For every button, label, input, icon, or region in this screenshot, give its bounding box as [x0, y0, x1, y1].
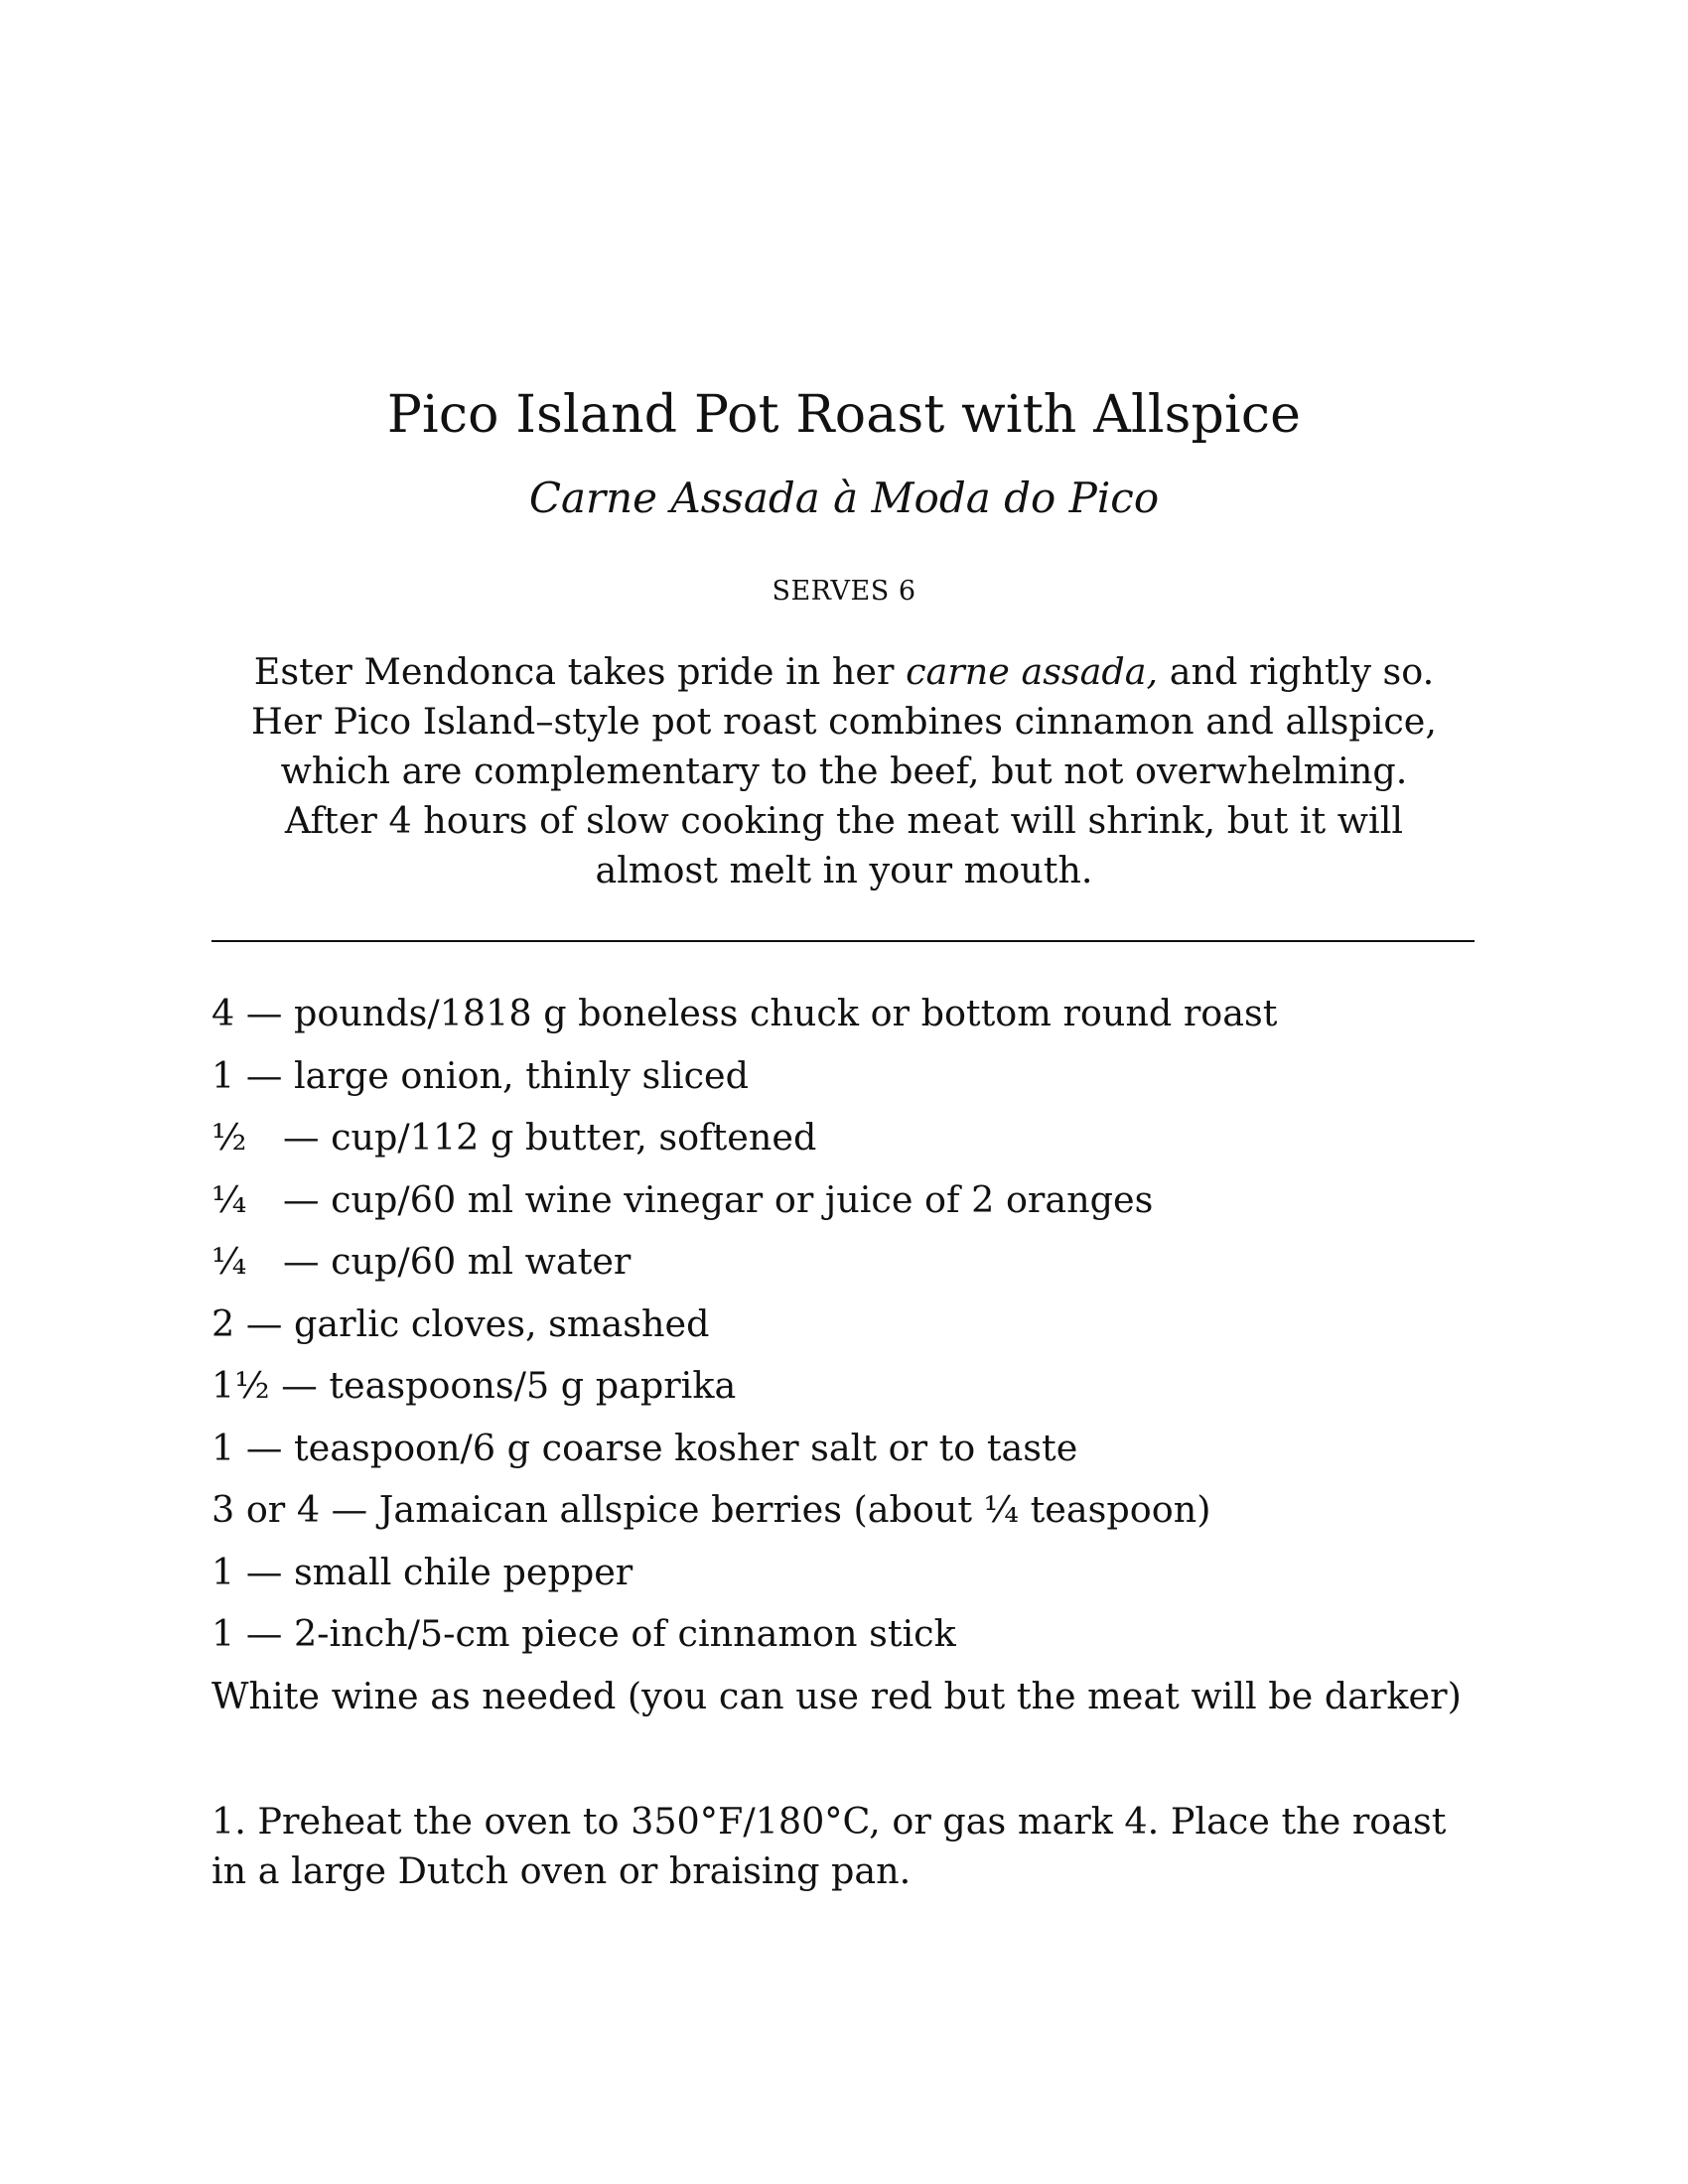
ingredient-item: [211, 1045, 1502, 1108]
instruction-step-line: in a large Dutch oven or braising pan.: [211, 1849, 912, 1892]
section-divider: [211, 940, 1475, 942]
ingredient-quantity: 1: [211, 1612, 235, 1655]
ingredient-item: [211, 1107, 1502, 1169]
ingredient-item: [211, 1479, 1502, 1542]
ingredient-item: [211, 1666, 1502, 1728]
ingredient-text: White wine as needed (you can use red but the meat will be darker): [211, 1674, 1462, 1717]
ingredient-text: Jamaican allspice berries (about ¼ teaspoon): [378, 1488, 1211, 1531]
ingredient-quantity: 1: [211, 1550, 235, 1593]
ingredient-item: [211, 1355, 1502, 1418]
ingredient-text: pounds/1818 g boneless chuck or bottom round roast: [293, 992, 1278, 1034]
ingredient-separator: —: [283, 1240, 332, 1283]
ingredient-separator: —: [320, 1488, 379, 1531]
intro-line: almost melt in your mouth.: [595, 849, 1093, 891]
ingredient-separator: —: [234, 992, 294, 1034]
ingredient-separator: —: [234, 1426, 294, 1469]
ingredient-separator: —: [283, 1177, 332, 1221]
ingredient-separator: —: [234, 1301, 294, 1345]
ingredient-item: [211, 1418, 1502, 1480]
ingredient-text: cup/112 g butter, softened: [331, 1116, 817, 1159]
ingredient-separator: —: [234, 1612, 294, 1655]
ingredient-text: cup/60 ml water: [331, 1240, 632, 1283]
ingredient-quantity: 2: [211, 1301, 235, 1345]
ingredient-text: large onion, thinly sliced: [293, 1053, 749, 1097]
ingredient-separator: —: [283, 1116, 332, 1159]
instructions: [211, 1797, 1502, 1896]
ingredient-quantity: 3 or 4: [211, 1488, 321, 1531]
intro-line: [199, 647, 1489, 697]
ingredient-text: teaspoon/6 g coarse kosher salt or to taste: [293, 1426, 1078, 1469]
ingredient-quantity: ¼: [211, 1240, 247, 1283]
ingredient-item: [211, 1603, 1502, 1666]
ingredient-item: [211, 1169, 1502, 1232]
ingredient-item: [211, 983, 1502, 1045]
ingredient-text: small chile pepper: [293, 1550, 633, 1593]
ingredient-separator: —: [234, 1550, 294, 1593]
ingredient-item: [211, 1231, 1502, 1294]
recipe-intro: [199, 647, 1489, 895]
ingredient-item: [211, 1542, 1502, 1604]
ingredient-text: cup/60 ml wine vinegar or juice of 2 oranges: [331, 1177, 1154, 1221]
intro-line: After 4 hours of slow cooking the meat will shrink, but it will: [284, 799, 1404, 842]
ingredient-quantity: ½: [211, 1116, 247, 1159]
intro-line: Her Pico Island–style pot roast combines cinnamon and allspice,: [251, 700, 1437, 743]
ingredient-quantity: 1: [211, 1426, 235, 1469]
ingredient-text: 2-inch/5-cm piece of cinnamon stick: [293, 1612, 956, 1655]
instruction-step-line: 1. Preheat the oven to 350°F/180°C, or gas mark 4. Place the roast: [211, 1800, 1447, 1843]
ingredient-item: [211, 1294, 1502, 1356]
recipe-subtitle: Carne Assada à Moda do Pico: [528, 474, 1160, 522]
serves-label: SERVES 6: [772, 576, 916, 607]
intro-text: Ester Mendonca takes pride in her: [253, 650, 907, 693]
intro-line: which are complementary to the beef, but not overwhelming.: [280, 750, 1408, 792]
ingredient-quantity: ¼: [211, 1177, 247, 1221]
ingredient-quantity: 1: [211, 1053, 235, 1097]
ingredient-separator: —: [234, 1053, 294, 1097]
ingredient-quantity: 1½: [211, 1364, 270, 1407]
ingredient-text: teaspoons/5 g paprika: [329, 1364, 737, 1407]
recipe-title: Pico Island Pot Roast with Allspice: [386, 385, 1302, 445]
intro-text: and rightly so.: [1158, 650, 1435, 693]
ingredient-text: garlic cloves, smashed: [293, 1301, 710, 1345]
ingredient-quantity: 4: [211, 992, 235, 1034]
ingredient-list: [211, 983, 1502, 1727]
ingredient-separator: —: [269, 1364, 330, 1407]
intro-italic-text: carne assada,: [906, 650, 1159, 693]
